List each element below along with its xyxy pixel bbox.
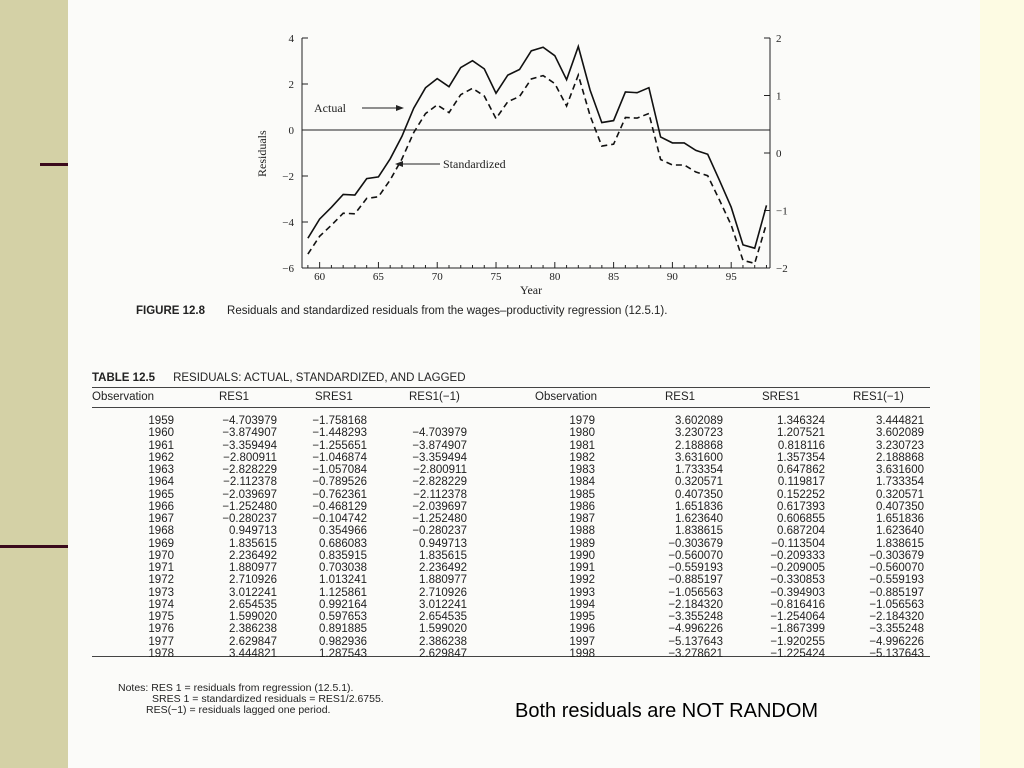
value-cell: −2.828229 xyxy=(412,476,467,489)
table-row xyxy=(92,636,930,648)
value-cell: 0.119817 xyxy=(777,476,825,489)
observation-cell: 1993 xyxy=(569,586,595,599)
observation-cell: 1964 xyxy=(148,476,174,489)
value-cell: 1.838615 xyxy=(876,537,924,550)
observation-cell: 1989 xyxy=(569,537,595,550)
observation-cell: 1963 xyxy=(148,464,174,476)
value-cell: 0.949713 xyxy=(229,525,277,538)
value-cell: 0.818116 xyxy=(777,439,825,452)
table-row xyxy=(92,513,930,525)
value-cell: 1.838615 xyxy=(675,525,723,538)
value-cell: −1.758168 xyxy=(312,415,367,427)
observation-cell: 1966 xyxy=(148,500,174,513)
value-cell: 0.686083 xyxy=(319,537,367,550)
observation-cell: 1985 xyxy=(569,488,595,501)
value-cell: 2.188868 xyxy=(675,439,723,452)
value-cell: 0.687204 xyxy=(777,525,825,538)
observation-cell: 1965 xyxy=(148,488,174,501)
x-tick-label: 85 xyxy=(608,271,620,283)
observation-cell: 1973 xyxy=(148,586,174,599)
observation-cell: 1976 xyxy=(148,623,174,636)
value-cell: 1.651836 xyxy=(876,513,924,525)
y2-tick-label: −2 xyxy=(776,263,788,275)
value-cell: −1.252480 xyxy=(222,500,277,513)
value-cell: −2.112378 xyxy=(223,476,277,489)
value-cell: −1.252480 xyxy=(412,513,467,525)
value-cell: 3.631600 xyxy=(876,464,924,476)
right-axis-ticks xyxy=(764,33,788,275)
value-cell: 2.710926 xyxy=(229,574,277,587)
table-row xyxy=(92,587,930,599)
value-cell: 3.230723 xyxy=(675,427,723,440)
y-tick-label: 4 xyxy=(288,33,294,45)
value-cell: −2.800911 xyxy=(413,464,467,476)
value-cell: 0.407350 xyxy=(876,500,924,513)
x-tick-label: 75 xyxy=(490,271,502,283)
column-header: SRES1 xyxy=(762,391,800,403)
x-axis-label: Year xyxy=(520,283,543,297)
value-cell: −3.355248 xyxy=(869,623,924,636)
value-cell: 3.012241 xyxy=(419,598,467,611)
value-cell: −0.885197 xyxy=(668,574,723,587)
value-cell: −1.046874 xyxy=(312,451,367,464)
value-cell: −3.355248 xyxy=(668,611,723,623)
value-cell: 0.354966 xyxy=(319,525,367,538)
observation-cell: 1968 xyxy=(148,525,174,538)
table-row xyxy=(92,623,930,635)
observation-cell: 1987 xyxy=(569,513,595,525)
y-axis-label: Residuals xyxy=(255,130,269,177)
value-cell: −1.867399 xyxy=(770,623,825,636)
value-cell: −0.816416 xyxy=(770,598,825,611)
value-cell: 3.602089 xyxy=(876,427,924,440)
table-row xyxy=(92,562,930,574)
table-title-text: RESIDUALS: ACTUAL, STANDARDIZED, AND LAGGED xyxy=(173,372,466,384)
observation-cell: 1970 xyxy=(148,549,174,562)
observation-cell: 1978 xyxy=(148,647,174,660)
value-cell: 1.651836 xyxy=(675,500,723,513)
slide-remark: Both residuals are NOT RANDOM xyxy=(515,700,819,722)
observation-cell: 1995 xyxy=(569,611,595,623)
value-cell: −2.039697 xyxy=(222,488,277,501)
table-row xyxy=(92,464,930,476)
observation-cell: 1959 xyxy=(148,415,174,427)
table-row xyxy=(92,574,930,586)
value-cell: −0.789526 xyxy=(312,476,367,489)
observation-cell: 1990 xyxy=(569,549,595,562)
column-header: Observation xyxy=(535,391,598,403)
observation-cell: 1974 xyxy=(148,598,174,611)
value-cell: 3.444821 xyxy=(229,647,277,660)
value-cell: −0.560070 xyxy=(668,549,723,562)
value-cell: −3.359494 xyxy=(412,451,467,464)
value-cell: 1.623640 xyxy=(876,525,924,538)
column-header: Observation xyxy=(92,391,155,403)
value-cell: 1.880977 xyxy=(229,562,277,574)
value-cell: −3.278621 xyxy=(668,647,723,660)
table-row xyxy=(92,599,930,611)
value-cell: −0.303679 xyxy=(668,537,723,550)
value-cell: 0.152252 xyxy=(777,488,825,501)
value-cell: −2.112378 xyxy=(413,488,467,501)
observation-cell: 1969 xyxy=(148,537,174,550)
value-cell: −0.113504 xyxy=(771,537,825,550)
observation-cell: 1960 xyxy=(148,427,174,440)
observation-cell: 1997 xyxy=(569,635,595,648)
observation-cell: 1994 xyxy=(569,598,595,611)
observation-cell: 1961 xyxy=(148,439,174,452)
value-cell: −5.137643 xyxy=(869,647,924,660)
value-cell: 3.012241 xyxy=(229,586,277,599)
column-header: RES1(−1) xyxy=(853,391,904,403)
y-tick-label: −4 xyxy=(282,217,294,229)
value-cell: 1.287543 xyxy=(319,647,367,660)
actual-residuals-line xyxy=(308,47,767,249)
value-cell: 1.599020 xyxy=(419,623,467,636)
value-cell: 1.125861 xyxy=(319,586,367,599)
value-cell: 2.629847 xyxy=(419,647,467,660)
observation-cell: 1982 xyxy=(569,451,595,464)
value-cell: 2.236492 xyxy=(229,549,277,562)
note-line: SRES 1 = standardized residuals = RES1/2.6755. xyxy=(152,693,384,705)
observation-cell: 1996 xyxy=(569,623,595,636)
value-cell: 3.602089 xyxy=(675,415,723,427)
observation-cell: 1991 xyxy=(569,562,595,574)
column-header: RES1 xyxy=(665,391,696,403)
value-cell: −0.209333 xyxy=(770,549,825,562)
y2-tick-label: −1 xyxy=(776,205,788,218)
observation-cell: 1971 xyxy=(148,562,174,574)
x-axis-ticks xyxy=(308,262,767,283)
y-tick-label: −6 xyxy=(282,263,294,275)
value-cell: 0.949713 xyxy=(419,537,467,550)
column-header: RES1 xyxy=(219,391,250,403)
value-cell: 1.207521 xyxy=(777,427,825,440)
y-tick-label: −2 xyxy=(282,171,294,183)
note-line: RES(−1) = residuals lagged one period. xyxy=(146,704,331,716)
observation-cell: 1975 xyxy=(148,611,174,623)
value-cell: −0.104742 xyxy=(312,513,367,525)
table-title xyxy=(92,372,930,384)
value-cell: −2.039697 xyxy=(412,500,467,513)
value-cell: 0.407350 xyxy=(675,488,723,501)
table-row xyxy=(92,452,930,464)
figure-label: FIGURE 12.8 xyxy=(136,305,206,317)
value-cell: 0.597653 xyxy=(319,611,367,623)
value-cell: −0.559193 xyxy=(869,574,924,587)
residuals-table xyxy=(92,372,930,660)
value-cell: −2.828229 xyxy=(222,464,277,476)
annotation-standardized: Standardized xyxy=(443,157,506,171)
value-cell: −1.225424 xyxy=(770,647,825,660)
observation-cell: 1992 xyxy=(569,574,595,587)
value-cell: 0.982936 xyxy=(319,635,367,648)
value-cell: 1.835615 xyxy=(419,549,467,562)
value-cell: −4.996226 xyxy=(869,635,924,648)
annotation-arrowhead-standardized xyxy=(395,161,403,167)
value-cell: −5.137643 xyxy=(668,635,723,648)
table-row xyxy=(92,538,930,550)
observation-cell: 1984 xyxy=(569,476,595,489)
value-cell: −0.560070 xyxy=(869,562,924,574)
table-row xyxy=(92,476,930,488)
value-cell: −4.703979 xyxy=(412,427,467,440)
residuals-chart xyxy=(0,0,1024,300)
table-label: TABLE 12.5 xyxy=(92,372,156,384)
value-cell: −0.303679 xyxy=(869,549,924,562)
value-cell: −2.800911 xyxy=(223,451,277,464)
chart-series xyxy=(308,47,767,264)
value-cell: 0.320571 xyxy=(675,476,723,489)
x-tick-label: 60 xyxy=(314,271,326,283)
value-cell: 1.346324 xyxy=(777,415,825,427)
y2-tick-label: 2 xyxy=(776,33,782,45)
value-cell: 0.606855 xyxy=(777,513,825,525)
annotation-actual: Actual xyxy=(314,101,346,115)
value-cell: 2.386238 xyxy=(419,635,467,648)
value-cell: −0.330853 xyxy=(770,574,825,587)
value-cell: −0.280237 xyxy=(412,525,467,538)
value-cell: −0.280237 xyxy=(222,513,277,525)
table-row xyxy=(92,415,930,427)
value-cell: 2.654535 xyxy=(419,611,467,623)
value-cell: 2.386238 xyxy=(229,623,277,636)
left-axis-ticks xyxy=(282,33,308,275)
value-cell: 0.320571 xyxy=(876,488,924,501)
value-cell: 1.880977 xyxy=(419,574,467,587)
annotation-arrowhead-actual xyxy=(396,105,404,111)
slide-accent-rule-bottom xyxy=(0,545,70,548)
value-cell: 3.230723 xyxy=(876,439,924,452)
observation-cell: 1980 xyxy=(569,427,595,440)
observation-cell: 1988 xyxy=(569,525,595,538)
table-header xyxy=(92,388,930,407)
note-line: Notes: RES 1 = residuals from regression (12.5.1). xyxy=(118,682,354,694)
x-tick-label: 90 xyxy=(666,271,678,283)
y-tick-label: 0 xyxy=(288,125,294,137)
value-cell: −0.762361 xyxy=(312,488,367,501)
value-cell: −1.056563 xyxy=(668,586,723,599)
observation-cell: 1962 xyxy=(148,451,174,464)
value-cell: −4.996226 xyxy=(668,623,723,636)
column-header: RES1(−1) xyxy=(409,391,460,403)
x-tick-label: 70 xyxy=(431,271,443,283)
table-row xyxy=(92,440,930,452)
value-cell: 2.629847 xyxy=(229,635,277,648)
observation-cell: 1998 xyxy=(569,647,595,660)
value-cell: 2.188868 xyxy=(876,451,924,464)
value-cell: 1.835615 xyxy=(229,537,277,550)
observation-cell: 1979 xyxy=(569,415,595,427)
value-cell: −2.184320 xyxy=(869,611,924,623)
value-cell: −1.056563 xyxy=(869,598,924,611)
value-cell: −1.057084 xyxy=(312,464,367,476)
table-row xyxy=(92,611,930,623)
value-cell: −1.254064 xyxy=(770,611,825,623)
value-cell: 0.617393 xyxy=(777,500,825,513)
y2-tick-label: 0 xyxy=(776,148,782,160)
observation-cell: 1967 xyxy=(148,513,174,525)
table-row xyxy=(92,427,930,439)
value-cell: −0.394903 xyxy=(770,586,825,599)
table-notes xyxy=(118,683,384,716)
value-cell: 3.631600 xyxy=(675,451,723,464)
value-cell: −0.559193 xyxy=(668,562,723,574)
value-cell: 0.992164 xyxy=(319,598,367,611)
y2-tick-label: 1 xyxy=(776,90,782,103)
table-row xyxy=(92,525,930,537)
value-cell: 0.835915 xyxy=(319,549,367,562)
table-row xyxy=(92,648,930,660)
value-cell: 0.891885 xyxy=(319,623,367,636)
value-cell: −3.874907 xyxy=(222,427,277,440)
observation-cell: 1977 xyxy=(148,635,174,648)
table-row xyxy=(92,550,930,562)
column-header: SRES1 xyxy=(315,391,353,403)
value-cell: 1.599020 xyxy=(229,611,277,623)
value-cell: 0.703038 xyxy=(319,562,367,574)
observation-cell: 1972 xyxy=(148,574,174,587)
value-cell: −1.920255 xyxy=(770,635,825,648)
value-cell: 2.236492 xyxy=(419,562,467,574)
y-tick-label: 2 xyxy=(288,79,294,91)
value-cell: 1.733354 xyxy=(675,464,723,476)
value-cell: 2.710926 xyxy=(419,586,467,599)
figure-caption-text: Residuals and standardized residuals from the wages–productivity regression (12.5.1). xyxy=(227,305,668,317)
table-body xyxy=(92,408,930,660)
value-cell: 1.733354 xyxy=(876,476,924,489)
value-cell: 0.647862 xyxy=(777,464,825,476)
standardized-residuals-line xyxy=(308,75,767,263)
value-cell: 1.623640 xyxy=(675,513,723,525)
value-cell: −3.874907 xyxy=(412,439,467,452)
x-tick-label: 65 xyxy=(372,271,384,283)
table-row xyxy=(92,489,930,501)
value-cell: 1.013241 xyxy=(319,574,367,587)
value-cell: −1.255651 xyxy=(312,439,367,452)
value-cell: 2.654535 xyxy=(229,598,277,611)
observation-cell: 1983 xyxy=(569,464,595,476)
value-cell: −0.209005 xyxy=(770,562,825,574)
value-cell: −0.885197 xyxy=(869,586,924,599)
value-cell: 1.357354 xyxy=(777,451,825,464)
value-cell: −2.184320 xyxy=(668,598,723,611)
value-cell: −0.468129 xyxy=(312,500,367,513)
observation-cell: 1981 xyxy=(569,439,595,452)
observation-cell: 1986 xyxy=(569,500,595,513)
table-row xyxy=(92,501,930,513)
value-cell: −4.703979 xyxy=(222,415,277,427)
value-cell: −3.359494 xyxy=(222,439,277,452)
chart-frame xyxy=(302,38,770,268)
value-cell: 3.444821 xyxy=(876,415,924,427)
value-cell: −1.448293 xyxy=(312,427,367,440)
x-tick-label: 95 xyxy=(725,271,737,283)
x-tick-label: 80 xyxy=(549,271,561,283)
figure-caption xyxy=(136,305,667,317)
